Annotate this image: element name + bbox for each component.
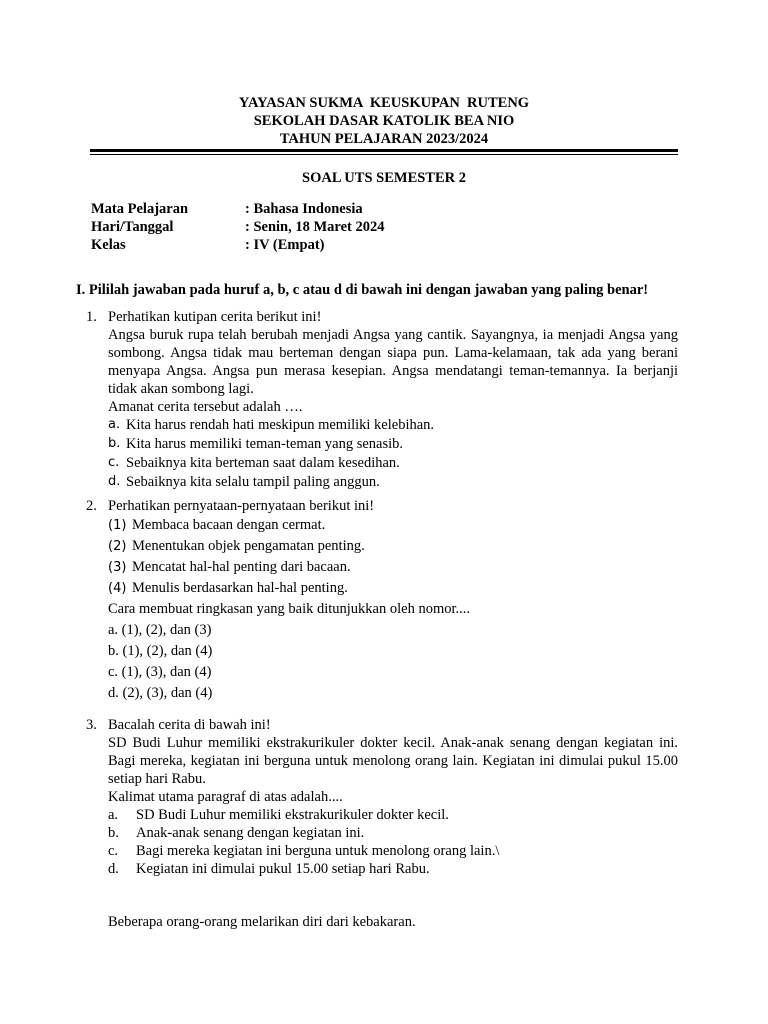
option-c bbox=[108, 842, 678, 860]
statement-number: (4) bbox=[108, 581, 127, 596]
option-text: SD Budi Luhur memiliki ekstrakurikuler dokter kecil. bbox=[136, 807, 449, 823]
info-row-subject bbox=[91, 200, 385, 218]
option-b bbox=[108, 435, 678, 453]
option-letter: b. bbox=[108, 825, 119, 841]
exam-info bbox=[91, 200, 385, 254]
question-number: 3. bbox=[86, 717, 97, 733]
info-key: Hari/Tanggal bbox=[91, 219, 174, 235]
question-1 bbox=[86, 308, 678, 491]
option-text: Sebaiknya kita selalu tampil paling anggun. bbox=[126, 474, 380, 490]
foundation-name: YAYASAN SUKMA KEUSKUPAN RUTENG bbox=[238, 95, 530, 111]
story-text: SD Budi Luhur memiliki ekstrakurikuler dokter kecil. Anak-anak senang dengan kegiatan ini. Bagi mereka, kegiatan ini berguna untuk menolong orang lain. Kegiatan ini dimulai pukul 15.00 setiap hari Rabu. bbox=[108, 735, 678, 787]
option-letter: c. bbox=[108, 455, 120, 470]
statement-text: Menulis berdasarkan hal-hal penting. bbox=[132, 580, 348, 596]
academic-year: TAHUN PELAJARAN 2023/2024 bbox=[279, 131, 489, 147]
option-letter: d. bbox=[108, 474, 121, 489]
info-value: : Senin, 18 Maret 2024 bbox=[245, 219, 385, 235]
question-intro: Perhatikan pernyataan-pernyataan berikut ini! bbox=[108, 498, 375, 514]
option-text: Kegiatan ini dimulai pukul 15.00 setiap hari Rabu. bbox=[136, 861, 430, 877]
option-d: d. (2), (3), dan (4) bbox=[108, 685, 213, 701]
question-text: Cara membuat ringkasan yang baik ditunjukkan oleh nomor.... bbox=[108, 601, 471, 617]
exam-title: SOAL UTS SEMESTER 2 bbox=[302, 170, 466, 186]
section-instruction: I. Pililah jawaban pada huruf a, b, c atau d di bawah ini dengan jawaban yang paling benar! bbox=[76, 282, 649, 298]
option-letter: a. bbox=[108, 807, 119, 823]
statement-3 bbox=[108, 557, 678, 578]
info-row-date bbox=[91, 218, 385, 236]
question-intro: Perhatikan kutipan cerita berikut ini! bbox=[108, 309, 322, 325]
statement-number: (1) bbox=[108, 518, 127, 533]
option-letter: c. bbox=[108, 843, 119, 859]
statement-1 bbox=[108, 515, 678, 536]
option-text: Sebaiknya kita berteman saat dalam kesedihan. bbox=[126, 455, 400, 471]
option-b: b. (1), (2), dan (4) bbox=[108, 643, 213, 659]
question-text: Amanat cerita tersebut adalah …. bbox=[108, 399, 303, 415]
story-text: Angsa buruk rupa telah berubah menjadi Angsa yang cantik. Sayangnya, ia menjadi Angsa yang sombong. Angsa tidak mau berteman dengan siapa pun. Lama-kelamaan, tak ada yang berani menyapa Angsa. Angsa pun merasa kesepian. Angsa mendatangi teman-temannya. Ia berjanji tidak akan sombong lagi. bbox=[108, 327, 678, 397]
option-c bbox=[108, 454, 678, 472]
question-text: Kalimat utama paragraf di atas adalah.... bbox=[108, 789, 343, 805]
statement-text: Mencatat hal-hal penting dari bacaan. bbox=[132, 559, 351, 575]
question-intro: Bacalah cerita di bawah ini! bbox=[108, 717, 271, 733]
statement-text: Menentukan objek pengamatan penting. bbox=[132, 538, 365, 554]
option-letter: b. bbox=[108, 436, 121, 451]
trailing-paragraph: Beberapa orang-orang melarikan diri dari kebakaran. bbox=[108, 914, 416, 930]
statement-number: (2) bbox=[108, 539, 127, 554]
header-divider-thin bbox=[90, 154, 678, 155]
option-c: c. (1), (3), dan (4) bbox=[108, 664, 212, 680]
option-a bbox=[108, 416, 678, 434]
info-row-class bbox=[91, 236, 385, 254]
info-key: Mata Pelajaran bbox=[91, 201, 189, 217]
info-value: : Bahasa Indonesia bbox=[245, 201, 363, 217]
option-d bbox=[108, 860, 678, 878]
header-divider-thick bbox=[90, 149, 678, 152]
option-text: Bagi mereka kegiatan ini berguna untuk menolong orang lain.\ bbox=[136, 843, 500, 859]
option-b bbox=[108, 824, 678, 842]
option-a: a. (1), (2), dan (3) bbox=[108, 622, 212, 638]
option-letter: d. bbox=[108, 861, 119, 877]
statement-2 bbox=[108, 536, 678, 557]
statement-4 bbox=[108, 578, 678, 599]
statement-text: Membaca bacaan dengan cermat. bbox=[132, 517, 326, 533]
option-d bbox=[108, 473, 678, 491]
option-text: Anak-anak senang dengan kegiatan ini. bbox=[136, 825, 365, 841]
statement-number: (3) bbox=[108, 560, 127, 575]
question-2 bbox=[86, 497, 678, 704]
option-text: Kita harus memiliki teman-teman yang senasib. bbox=[126, 436, 404, 452]
school-name: SEKOLAH DASAR KATOLIK BEA NIO bbox=[253, 113, 515, 129]
question-number: 2. bbox=[86, 498, 97, 514]
info-key: Kelas bbox=[91, 237, 126, 253]
question-number: 1. bbox=[86, 309, 97, 325]
option-letter: a. bbox=[108, 417, 121, 432]
question-3 bbox=[86, 716, 678, 878]
option-a bbox=[108, 806, 678, 824]
school-header bbox=[90, 94, 678, 148]
option-text: Kita harus rendah hati meskipun memiliki kelebihan. bbox=[126, 417, 435, 433]
info-value: : IV (Empat) bbox=[245, 237, 325, 253]
